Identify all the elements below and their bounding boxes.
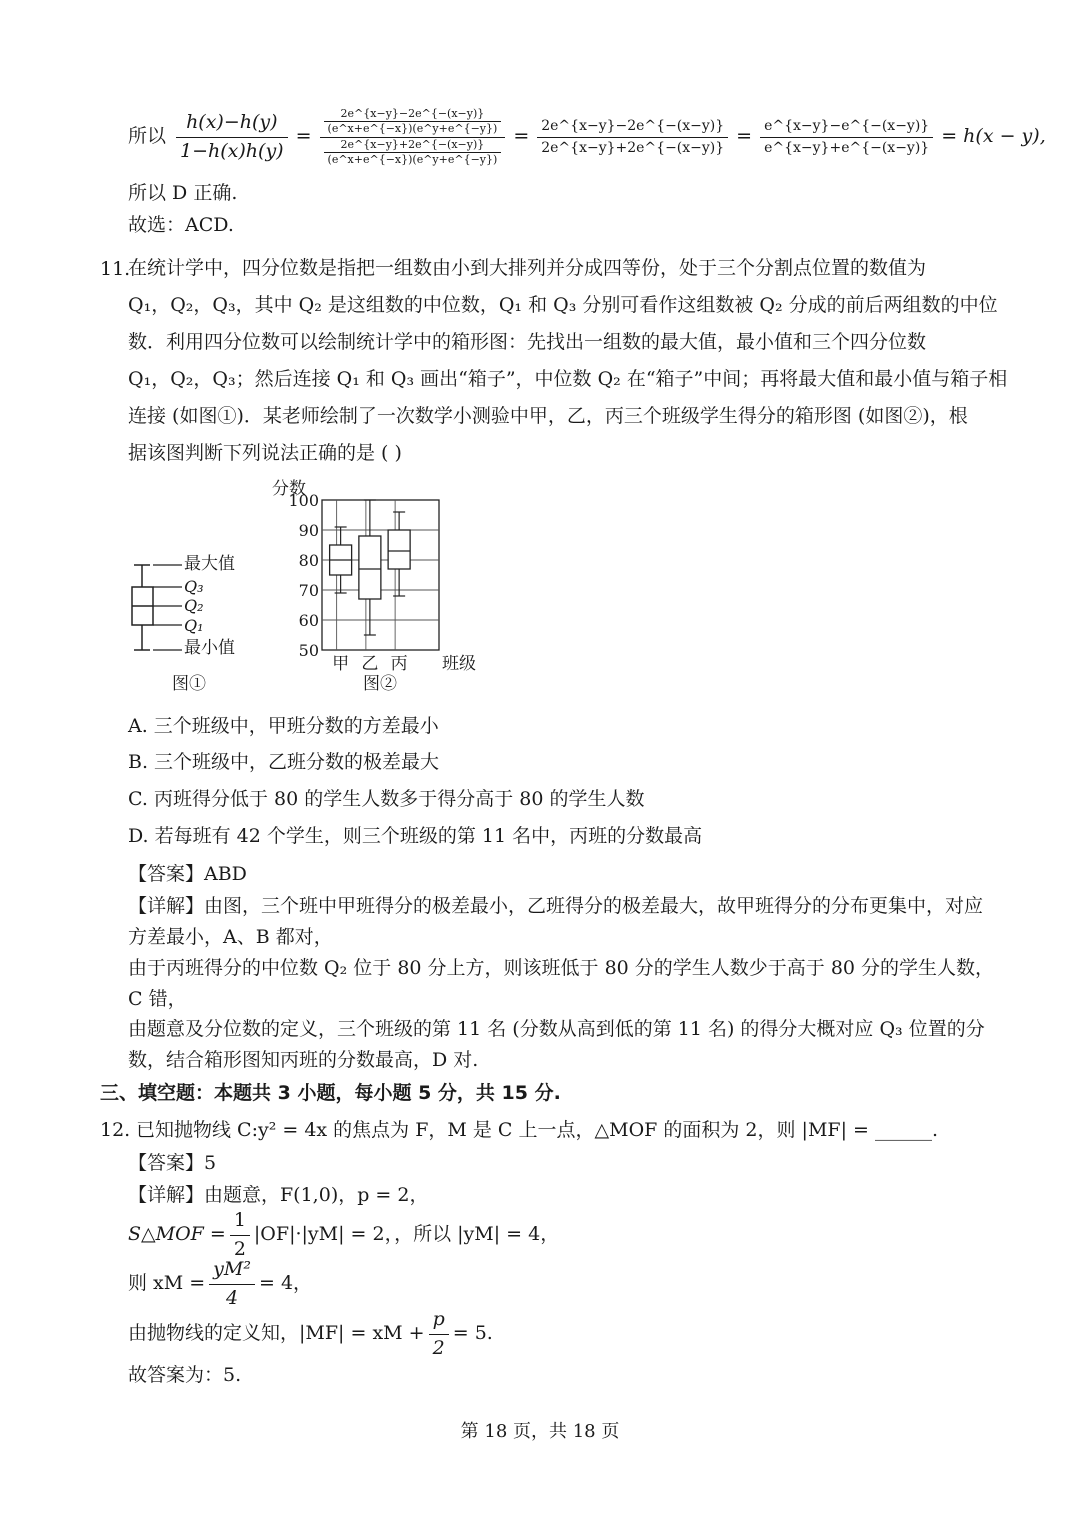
q12-answer: 【答案】5 (128, 1152, 217, 1174)
q11-explain-5: 由题意及分位数的定义，三个班级的第 11 名 (分数从高到低的第 11 名) 的得分大概对应 Q₃ 位置的分 (128, 1018, 985, 1040)
q12-explain-1: 【详解】由题意，F(1,0)，p = 2， (128, 1184, 429, 1206)
figure-2-box-chart (262, 470, 482, 700)
q11-answer: 【答案】ABD (128, 863, 247, 885)
ym-squared-fraction: $\frac{\text{yM²}}{4}$ (209, 1256, 255, 1312)
fig1-caption: 图① (172, 674, 206, 694)
fig2-caption: 图② (363, 674, 397, 694)
d-correct-line: 所以 D 正确. (128, 182, 238, 204)
q11-stem (128, 250, 1008, 472)
x-category-label: 乙 (361, 654, 379, 674)
so-label: 所以 (128, 125, 167, 148)
section-3-title: 三、填空题：本题共 3 小题，每小题 5 分，共 15 分. (100, 1082, 561, 1104)
half-fraction: $\frac{1}{2}$ (230, 1207, 250, 1263)
x-axis-label: 班级 (442, 654, 476, 674)
mid-fraction: $\frac{2e\^{}\{x-y\}-2e\^{}\{-(x-y)\}}{2e\^{}\{x-y\}+2e\^{}\{-(x-y)\}}$ (537, 116, 728, 158)
fig1-label-q1: Q₁ (184, 616, 204, 635)
q11-line: Q₁，Q₂，Q₃，其中 Q₂ 是这组数的中位数，Q₁ 和 Q₃ 分别可看作这组数被 Q₂ 分成的前后两组数的中位 (128, 294, 998, 316)
y-tick-label: 90 (298, 521, 319, 540)
q11-explain-4: C 错， (128, 988, 187, 1010)
definition-line: 由抛物线的定义知，|MF| = xM + $\frac{p}{2}$ = 5. (128, 1308, 493, 1360)
box-2 (359, 536, 381, 599)
q11-explain-6: 数，结合箱形图知丙班的分数最高，D 对. (128, 1049, 479, 1071)
option-a: A. 三个班级中，甲班分数的方差最小 (128, 715, 439, 737)
option-c: C. 丙班得分低于 80 的学生人数多于得分高于 80 的学生人数 (128, 788, 645, 810)
option-d: D. 若每班有 42 个学生，则三个班级的第 11 名中，丙班的分数最高 (128, 825, 703, 847)
fig1-label-q3: Q₃ (184, 577, 204, 596)
fig1-label-min: 最小值 (184, 638, 235, 658)
q11-line: 据该图判断下列说法正确的是 ( ) (128, 442, 402, 464)
fig1-label-max: 最大值 (184, 554, 235, 574)
q11-line: Q₁，Q₂，Q₃；然后连接 Q₁ 和 Q₃ 画出“箱子”，中位数 Q₂ 在“箱子”中间；再将最大值和最小值与箱子相 (128, 368, 1008, 390)
fig1-label-q2: Q₂ (184, 596, 204, 615)
p-half-fraction: $\frac{p}{2}$ (429, 1306, 449, 1362)
y-tick-label: 80 (298, 551, 319, 570)
q11-line: 在统计学中，四分位数是指把一组数由小到大排列并分成四等份，处于三个分割点位置的数值为 (128, 257, 927, 279)
q11-line: 连接 (如图①)．某老师绘制了一次数学小测验中甲，乙，丙三个班级学生得分的箱形图 (如图②)，根 (128, 405, 968, 427)
derivation-line: 所以 $\frac{h(x)-h(y)}{1-h(x)h(y)}$ = $\frac{\frac{2e\^{}\{x-y\}-2e\^{}\{-(x-y)\}}{(e\^{}x+e\^{}\{-x\})(e\^{}y+e\^{}\{-y\})}}{\frac{2e\^{}\{x-y\}+2e\^{}\{-(x-y)\}}{(e\^{}x+e\^{}\{-x\})(e\^{}y+e\^{}\{-y\})}}$ = $\frac{2e\^{}\{x-y\}-2e\^{}\{-(x-y)\}}{2e\^{}\{x-y\}+2e\^{}\{-(x-y)\}}$ = $\frac{e\^{}\{x-y\}-e\^{}\{-(x-y)\}}{e\^{}\{x-y\}+e\^{}\{-(x-y)\}}$ = h(x − y), (128, 106, 1046, 166)
q11-explain-3: 由于丙班得分的中位数 Q₂ 位于 80 分上方，则该班低于 80 分的学生人数少于高于 80 分的学生人数， (128, 957, 995, 979)
nested-fraction: $\frac{\frac{2e\^{}\{x-y\}-2e\^{}\{-(x-y)\}}{(e\^{}x+e\^{}\{-x\})(e\^{}y+e\^{}\{-y\})}}{\frac{2e\^{}\{x-y\}+2e\^{}\{-(x-y)\}}{(e\^{}x+e\^{}\{-x\})(e\^{}y+e\^{}\{-y\})}}$ (320, 107, 506, 167)
y-tick-label: 70 (298, 581, 319, 600)
q11-explain-1: 【详解】由图，三个班中甲班得分的极差最小，乙班得分的极差最大，故甲班得分的分布更集中，对应 (128, 895, 984, 917)
option-b: B. 三个班级中，乙班分数的极差最大 (128, 751, 440, 773)
area-formula-line: S△MOF = $\frac{1}{2}$ |OF|·|yM| = 2，，所以 |yM| = 4， (128, 1210, 559, 1260)
q11-explain-2: 方差最小，A、B 都对， (128, 926, 333, 948)
y-tick-label: 50 (298, 641, 319, 660)
right-fraction: $\frac{e\^{}\{x-y\}-e\^{}\{-(x-y)\}}{e\^{}\{x-y\}+e\^{}\{-(x-y)\}}$ (760, 116, 933, 158)
xm-formula-line: 则 xM = $\frac{\text{yM²}}{4}$ = 4， (128, 1258, 312, 1310)
x-category-label: 丙 (390, 654, 408, 674)
final-answer-line: 故答案为：5. (128, 1364, 242, 1386)
result-text: = h(x − y), (941, 125, 1046, 148)
choice-line: 故选：ACD. (128, 214, 234, 236)
q11-number: 11. (100, 258, 131, 280)
y-tick-label: 60 (298, 611, 319, 630)
q12-stem: 已知抛物线 C:y² = 4x 的焦点为 F，M 是 C 上一点，△MOF 的面积为 2，则 |MF| = ______. (136, 1119, 939, 1141)
q11-line: 数．利用四分位数可以绘制统计学中的箱形图：先找出一组数的最大值，最小值和三个四分位数 (128, 331, 927, 353)
page-footer: 第 18 页，共 18 页 (460, 1421, 620, 1442)
y-tick-label: 100 (288, 491, 319, 510)
box-3 (388, 530, 410, 569)
q12-number: 12. (100, 1119, 131, 1141)
lhs-fraction: $\frac{h(x)-h(y)}{1-h(x)h(y)}$ (176, 109, 288, 165)
y-axis-label: 分数 (272, 479, 306, 499)
x-category-label: 甲 (332, 654, 350, 674)
